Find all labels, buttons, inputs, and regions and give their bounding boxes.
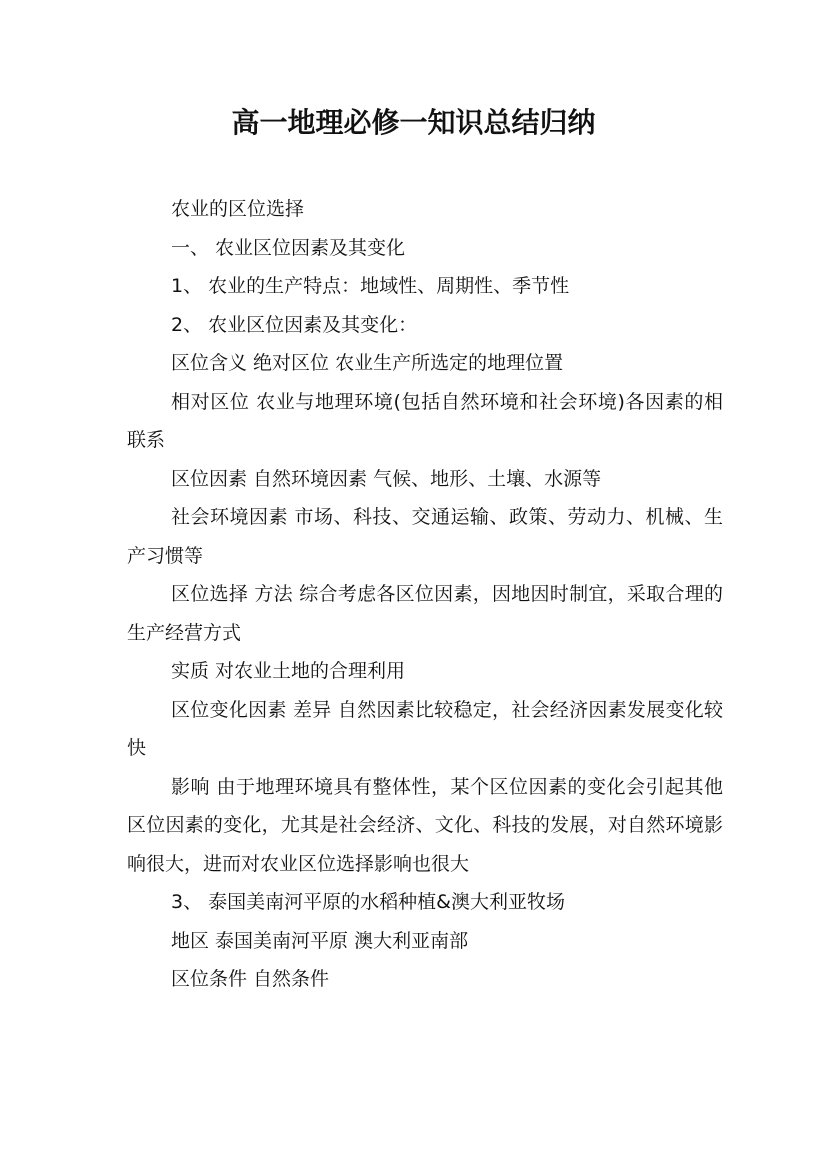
document-title: 高一地理必修一知识总结归纳 — [231, 106, 596, 139]
paragraph-absolute-location: 区位含义 绝对区位 农业生产所选定的地理位置 — [171, 352, 564, 374]
paragraph-agriculture-location: 农业的区位选择 — [171, 198, 305, 220]
paragraph-production-features: 1、 农业的生产特点：地域性、周期性、季节性 — [171, 275, 570, 297]
paragraph-section-1-heading: 一、 农业区位因素及其变化 — [171, 236, 406, 259]
paragraph-regions: 地区 泰国美南河平原 澳大利亚南部 — [171, 929, 469, 952]
paragraph-location-conditions: 区位条件 自然条件 — [171, 968, 330, 990]
paragraph-essence: 实质 对农业土地的合理利用 — [171, 660, 406, 682]
paragraph-location-factors-heading: 2、 农业区位因素及其变化： — [171, 313, 418, 336]
paragraph-influence: 影响 由于地理环境具有整体性，某个区位因素的变化会引起其他区位因素的变化，尤其是社会经济、文化、科技的发展，对自然环境影响很大，进而对农业区位选择影响也很大 — [127, 775, 723, 875]
document-body — [127, 190, 723, 999]
paragraph-location-choice-method: 区位选择 方法 综合考虑各区位因素，因地因时制宜，采取合理的生产经营方式 — [127, 583, 723, 644]
paragraph-change-factors: 区位变化因素 差异 自然因素比较稳定，社会经济因素发展变化较快 — [127, 698, 723, 759]
paragraph-relative-location: 相对区位 农业与地理环境(包括自然环境和社会环境)各因素的相联系 — [127, 390, 723, 451]
paragraph-social-factors: 社会环境因素 市场、科技、交通运输、政策、劳动力、机械、生产习惯等 — [127, 506, 723, 567]
paragraph-natural-factors: 区位因素 自然环境因素 气候、地形、土壤、水源等 — [171, 467, 602, 490]
paragraph-case-study-heading: 3、 泰国美南河平原的水稻种植&澳大利亚牧场 — [171, 891, 565, 913]
